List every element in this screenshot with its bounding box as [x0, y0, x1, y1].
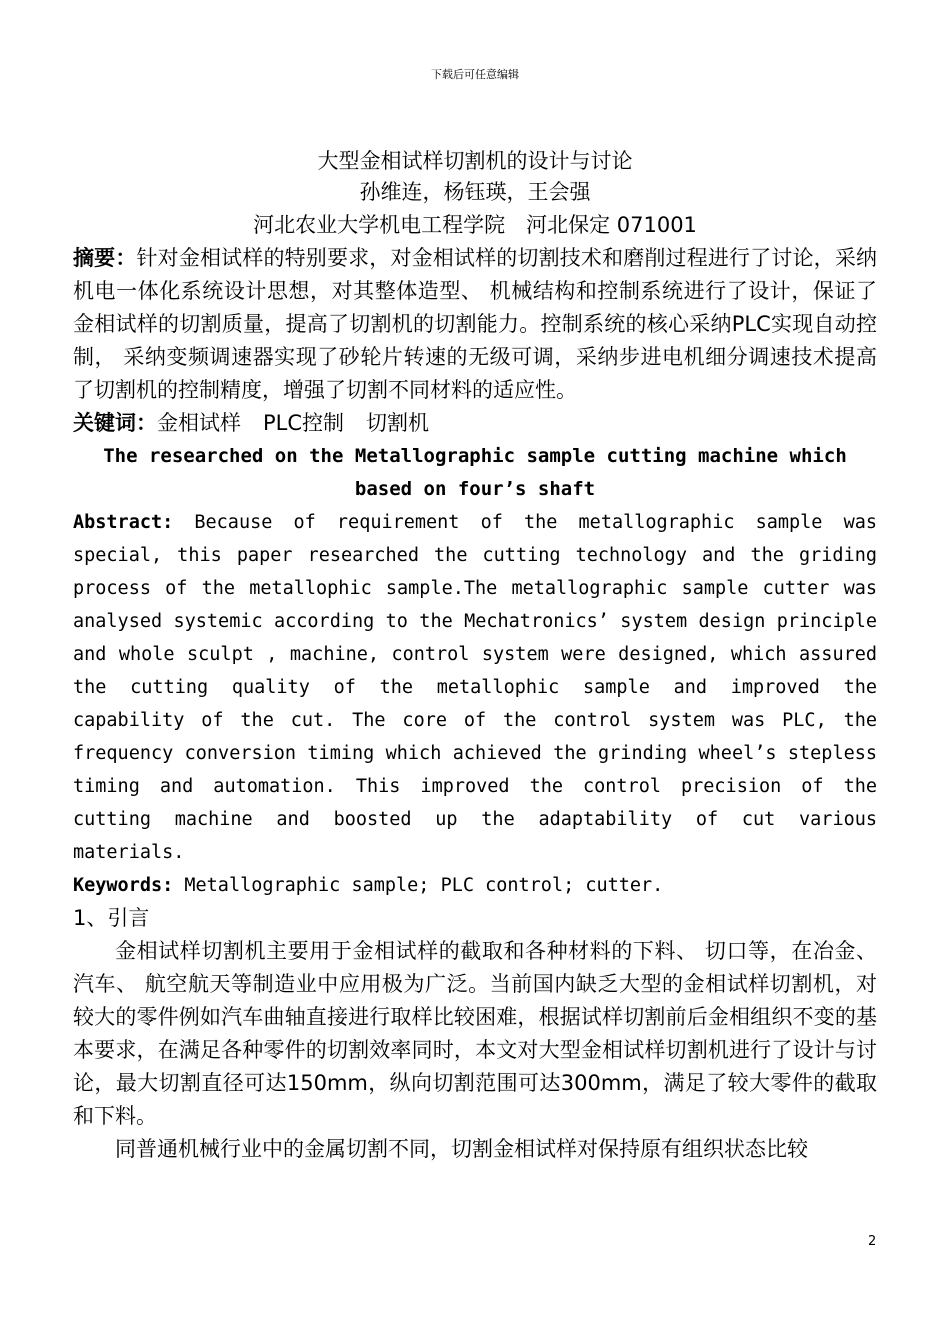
- abstract-en: [73, 506, 877, 869]
- section1-paragraph-1: 金相试样切割机主要用于金相试样的截取和各种材料的下料、 切口等，在冶金、 汽车、 航空航天等制造业中应用极为广泛。当前国内缺乏大型的金相试样切割机，对较大的零件例如汽车曲轴直接进行取样比较困难，根据试样切割前后金相组织不变的基本要求，在满足各种零件的切割效率同时，本文对大型金相试样切割机进行了设计与讨论，最大切割直径可达150mm，纵向切割范围可达300mm，满足了较大零件的截取和下料。: [73, 939, 877, 1128]
- abstract-cn-label: 摘要：: [73, 246, 137, 270]
- abstract-cn: [73, 242, 877, 407]
- paper-authors: 孙维连，杨钰瑛，王会强: [359, 180, 591, 204]
- keyword-cn-3: 切割机: [366, 411, 430, 435]
- abstract-en-text: Because of requirement of the metallographic sample was special, this paper researched the cutting technology and the griding process of the metallophic sample.The metallographic sample cutter was analysed systemic according to the Mechatronics’ system design principle and whole sculpt , machine, control system were designed, which assured the cutting quality of the metallophic sample and improved the capability of the cut. The core of the control system was PLC, the frequency conversion timing which achieved the grinding wheel’s stepless timing and automation. This improved the control precision of the cutting machine and boosted up the adaptability of cut various materials.: [73, 512, 877, 863]
- paper-title-cn: 大型金相试样切割机的设计与讨论: [317, 149, 633, 173]
- keywords-cn: [73, 407, 877, 440]
- keywords-en-text: Metallographic sample; PLC control; cutter.: [184, 875, 664, 896]
- section1-paragraph-2: 同普通机械行业中的金属切割不同，切割金相试样对保持原有组织状态比较: [115, 1137, 808, 1161]
- keywords-en: [73, 869, 877, 902]
- section-heading-introduction: 1、引言: [73, 906, 150, 930]
- keywords-en-label: Keywords:: [73, 875, 174, 896]
- keyword-cn-1: 金相试样: [157, 411, 241, 435]
- keywords-cn-label: 关键词：: [73, 411, 157, 435]
- paper-affiliation: 河北农业大学机电工程学院 河北保定 071001: [253, 213, 697, 237]
- abstract-cn-text: 针对金相试样的特别要求，对金相试样的切割技术和磨削过程进行了讨论，采纳机电一体化系统设计思想，对其整体造型、 机械结构和控制系统进行了设计，保证了金相试样的切割质量，提高了切割机的切割能力。控制系统的核心采纳PLC实现自动控制， 采纳变频调速器实现了砂轮片转速的无级可调，采纳步进电机细分调速技术提高了切割机的控制精度，增强了切割不同材料的适应性。: [73, 246, 878, 402]
- page-number: 2: [868, 1234, 877, 1249]
- keyword-cn-2: PLC控制: [263, 411, 345, 435]
- paper-body: [73, 146, 877, 1166]
- page-header: 下载后可任意编辑: [431, 68, 519, 81]
- paper-title-en: The researched on the Metallographic sample cutting machine which based on four’s shaft: [103, 445, 847, 500]
- abstract-en-label: Abstract:: [73, 512, 174, 533]
